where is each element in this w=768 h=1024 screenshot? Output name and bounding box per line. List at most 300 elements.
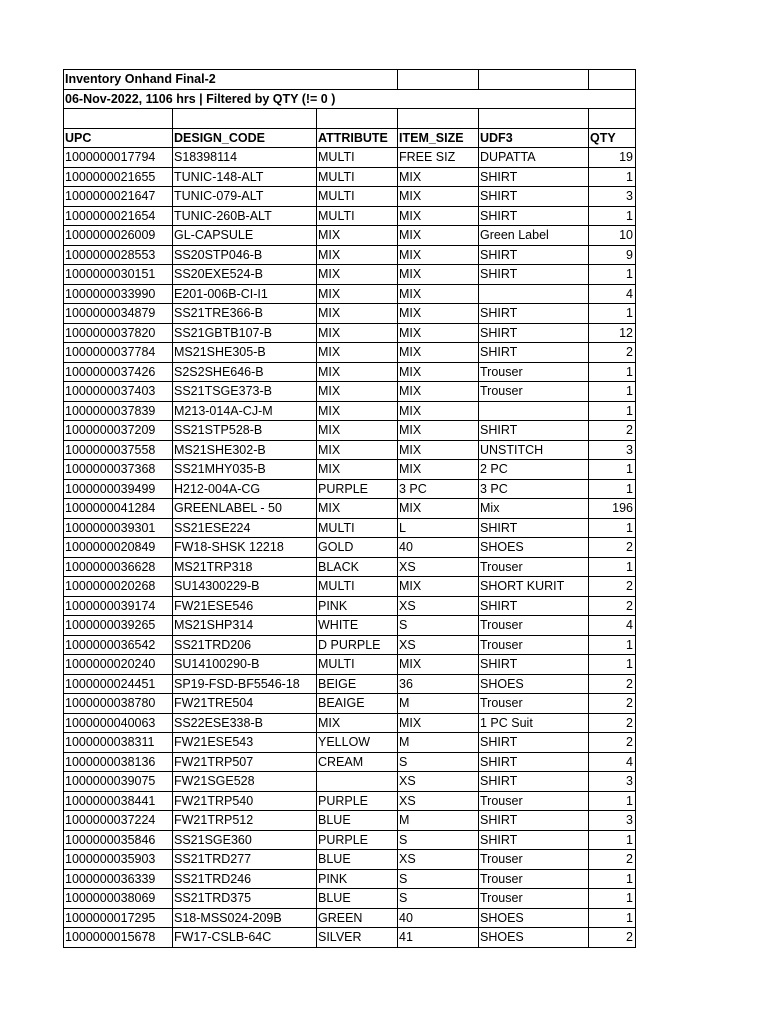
cell-attribute[interactable]: SILVER (317, 928, 398, 948)
cell-item-size[interactable]: S (398, 616, 479, 636)
cell-upc[interactable]: 1000000021654 (64, 206, 173, 226)
cell-item-size[interactable]: MIX (398, 284, 479, 304)
cell-attribute[interactable]: MULTI (317, 518, 398, 538)
cell-item-size[interactable]: M (398, 733, 479, 753)
cell-qty[interactable]: 4 (589, 284, 636, 304)
cell-upc[interactable]: 1000000035846 (64, 830, 173, 850)
table-row (64, 791, 636, 811)
cell-design-code[interactable]: SS22ESE338-B (173, 713, 317, 733)
cell-item-size[interactable]: MIX (398, 187, 479, 207)
cell-qty[interactable]: 9 (589, 245, 636, 265)
cell-upc[interactable]: 1000000039499 (64, 479, 173, 499)
inventory-spreadsheet (63, 69, 636, 948)
cell-qty[interactable]: 3 (589, 440, 636, 460)
column-header-udf3[interactable]: UDF3 (479, 128, 589, 148)
cell-udf3[interactable]: SHIRT (479, 343, 589, 363)
cell-udf3[interactable]: Trouser (479, 635, 589, 655)
table-row (64, 772, 636, 792)
cell-item-size[interactable]: MIX (398, 226, 479, 246)
cell-item-size[interactable]: S (398, 752, 479, 772)
cell-udf3[interactable]: SHIRT (479, 596, 589, 616)
cell-attribute[interactable]: GOLD (317, 538, 398, 558)
blank-row (64, 109, 636, 129)
cell-qty[interactable]: 1 (589, 791, 636, 811)
cell-design-code[interactable]: S18398114 (173, 148, 317, 168)
cell-design-code[interactable]: SS21ESE224 (173, 518, 317, 538)
cell-upc[interactable]: 1000000039075 (64, 772, 173, 792)
cell-design-code[interactable]: SS21MHY035-B (173, 460, 317, 480)
cell-udf3[interactable]: Trouser (479, 382, 589, 402)
table-row (64, 323, 636, 343)
cell-upc[interactable]: 1000000030151 (64, 265, 173, 285)
cell-udf3[interactable]: Trouser (479, 694, 589, 714)
cell-design-code[interactable]: FW21ESE543 (173, 733, 317, 753)
table-row (64, 869, 636, 889)
cell-attribute[interactable]: MIX (317, 421, 398, 441)
table-row (64, 148, 636, 168)
cell-attribute[interactable]: MIX (317, 343, 398, 363)
cell-udf3[interactable]: SHIRT (479, 245, 589, 265)
cell-attribute[interactable]: MIX (317, 401, 398, 421)
cell-item-size[interactable]: 36 (398, 674, 479, 694)
cell-qty[interactable]: 2 (589, 538, 636, 558)
cell-attribute[interactable]: YELLOW (317, 733, 398, 753)
cell-design-code[interactable]: SS20STP046-B (173, 245, 317, 265)
cell-qty[interactable]: 1 (589, 206, 636, 226)
cell-attribute[interactable]: BLUE (317, 889, 398, 909)
cell-udf3[interactable]: SHIRT (479, 518, 589, 538)
table-row (64, 928, 636, 948)
cell-qty[interactable]: 1 (589, 889, 636, 909)
cell-udf3[interactable] (479, 284, 589, 304)
cell-attribute[interactable]: MIX (317, 304, 398, 324)
cell-item-size[interactable]: MIX (398, 401, 479, 421)
table-row (64, 245, 636, 265)
report-title[interactable]: Inventory Onhand Final-2 (64, 70, 398, 90)
cell-item-size[interactable]: M (398, 694, 479, 714)
cell-udf3[interactable]: 1 PC Suit (479, 713, 589, 733)
cell-attribute[interactable]: BEIGE (317, 674, 398, 694)
table-row (64, 830, 636, 850)
table-row (64, 479, 636, 499)
cell-design-code[interactable]: FW18-SHSK 12218 (173, 538, 317, 558)
cell-design-code[interactable]: FW21ESE546 (173, 596, 317, 616)
cell-upc[interactable]: 1000000028553 (64, 245, 173, 265)
cell-design-code[interactable]: SP19-FSD-BF5546-18 (173, 674, 317, 694)
cell-udf3[interactable]: SHIRT (479, 167, 589, 187)
cell-qty[interactable]: 1 (589, 869, 636, 889)
cell-attribute[interactable]: MIX (317, 440, 398, 460)
cell-udf3[interactable]: SHIRT (479, 655, 589, 675)
table-row (64, 908, 636, 928)
cell-attribute[interactable]: CREAM (317, 752, 398, 772)
cell-udf3[interactable]: SHOES (479, 538, 589, 558)
table-row (64, 304, 636, 324)
cell-upc[interactable]: 1000000020268 (64, 577, 173, 597)
table-row (64, 382, 636, 402)
cell-item-size[interactable]: XS (398, 791, 479, 811)
table-row (64, 811, 636, 831)
cell-attribute[interactable]: MULTI (317, 206, 398, 226)
cell-qty[interactable]: 2 (589, 928, 636, 948)
cell-upc[interactable]: 1000000037426 (64, 362, 173, 382)
cell-attribute[interactable]: MIX (317, 323, 398, 343)
cell-qty[interactable]: 1 (589, 655, 636, 675)
cell-attribute[interactable]: MIX (317, 460, 398, 480)
table-row (64, 557, 636, 577)
column-header-qty[interactable]: QTY (589, 128, 636, 148)
cell-item-size[interactable]: MIX (398, 655, 479, 675)
cell-udf3[interactable]: 2 PC (479, 460, 589, 480)
table-row (64, 616, 636, 636)
cell-udf3[interactable]: SHIRT (479, 752, 589, 772)
cell-upc[interactable]: 1000000024451 (64, 674, 173, 694)
cell-udf3[interactable]: Trouser (479, 791, 589, 811)
empty-cell[interactable] (317, 109, 398, 129)
cell-upc[interactable]: 1000000033990 (64, 284, 173, 304)
cell-item-size[interactable]: XS (398, 596, 479, 616)
cell-design-code[interactable]: MS21TRP318 (173, 557, 317, 577)
cell-attribute[interactable]: MULTI (317, 148, 398, 168)
table-row (64, 733, 636, 753)
table-row (64, 421, 636, 441)
cell-design-code[interactable]: SS20EXE524-B (173, 265, 317, 285)
cell-qty[interactable]: 1 (589, 304, 636, 324)
cell-udf3[interactable]: SHIRT (479, 206, 589, 226)
cell-item-size[interactable]: MIX (398, 499, 479, 519)
cell-udf3[interactable]: SHIRT (479, 323, 589, 343)
cell-qty[interactable]: 1 (589, 167, 636, 187)
cell-design-code[interactable]: SS21TRD246 (173, 869, 317, 889)
cell-item-size[interactable]: XS (398, 557, 479, 577)
cell-upc[interactable]: 1000000035903 (64, 850, 173, 870)
cell-design-code[interactable]: FW21TRP540 (173, 791, 317, 811)
empty-cell[interactable] (398, 109, 479, 129)
cell-udf3[interactable]: SHORT KURIT (479, 577, 589, 597)
cell-design-code[interactable]: M213-014A-CJ-M (173, 401, 317, 421)
table-row (64, 284, 636, 304)
cell-udf3[interactable]: Mix (479, 499, 589, 519)
cell-upc[interactable]: 1000000038136 (64, 752, 173, 772)
cell-design-code[interactable]: SU14100290-B (173, 655, 317, 675)
cell-qty[interactable]: 2 (589, 733, 636, 753)
cell-item-size[interactable]: MIX (398, 713, 479, 733)
cell-item-size[interactable]: L (398, 518, 479, 538)
cell-upc[interactable]: 1000000036628 (64, 557, 173, 577)
cell-item-size[interactable]: MIX (398, 362, 479, 382)
cell-upc[interactable]: 1000000038441 (64, 791, 173, 811)
cell-design-code[interactable]: MS21SHP314 (173, 616, 317, 636)
cell-design-code[interactable]: SS21SGE360 (173, 830, 317, 850)
cell-upc[interactable]: 1000000034879 (64, 304, 173, 324)
cell-attribute[interactable]: MULTI (317, 577, 398, 597)
cell-item-size[interactable]: MIX (398, 421, 479, 441)
cell-design-code[interactable]: GREENLABEL - 50 (173, 499, 317, 519)
empty-cell[interactable] (398, 70, 479, 90)
table-row (64, 460, 636, 480)
cell-udf3[interactable]: DUPATTA (479, 148, 589, 168)
table-row (64, 265, 636, 285)
cell-udf3[interactable]: SHIRT (479, 733, 589, 753)
cell-upc[interactable]: 1000000039174 (64, 596, 173, 616)
spreadsheet-body (64, 70, 636, 948)
empty-cell[interactable] (479, 109, 589, 129)
cell-udf3[interactable]: SHIRT (479, 265, 589, 285)
cell-design-code[interactable]: SS21TRE366-B (173, 304, 317, 324)
cell-attribute[interactable]: MIX (317, 499, 398, 519)
cell-attribute[interactable]: MIX (317, 713, 398, 733)
cell-qty[interactable]: 19 (589, 148, 636, 168)
cell-qty[interactable]: 10 (589, 226, 636, 246)
cell-qty[interactable]: 2 (589, 596, 636, 616)
cell-item-size[interactable]: MIX (398, 167, 479, 187)
cell-design-code[interactable]: SS21GBTB107-B (173, 323, 317, 343)
table-row (64, 343, 636, 363)
cell-upc[interactable]: 1000000037558 (64, 440, 173, 460)
cell-upc[interactable]: 1000000037784 (64, 343, 173, 363)
cell-upc[interactable]: 1000000037224 (64, 811, 173, 831)
cell-upc[interactable]: 1000000021655 (64, 167, 173, 187)
cell-design-code[interactable]: SS21TRD277 (173, 850, 317, 870)
cell-attribute[interactable]: PURPLE (317, 479, 398, 499)
cell-design-code[interactable]: SS21TSGE373-B (173, 382, 317, 402)
cell-udf3[interactable]: SHIRT (479, 187, 589, 207)
cell-udf3[interactable]: Trouser (479, 557, 589, 577)
cell-attribute[interactable]: BLUE (317, 811, 398, 831)
table-row (64, 206, 636, 226)
cell-attribute[interactable]: MIX (317, 226, 398, 246)
cell-design-code[interactable]: FW21TRE504 (173, 694, 317, 714)
cell-upc[interactable]: 1000000020849 (64, 538, 173, 558)
table-row (64, 889, 636, 909)
cell-qty[interactable]: 1 (589, 830, 636, 850)
cell-design-code[interactable]: SU14300229-B (173, 577, 317, 597)
cell-qty[interactable]: 2 (589, 694, 636, 714)
cell-item-size[interactable]: MIX (398, 577, 479, 597)
table-row (64, 167, 636, 187)
column-header-upc[interactable]: UPC (64, 128, 173, 148)
empty-cell[interactable] (589, 109, 636, 129)
cell-upc[interactable]: 1000000021647 (64, 187, 173, 207)
cell-item-size[interactable]: MIX (398, 304, 479, 324)
empty-cell[interactable] (173, 109, 317, 129)
cell-qty[interactable]: 3 (589, 187, 636, 207)
cell-item-size[interactable]: MIX (398, 460, 479, 480)
cell-qty[interactable]: 3 (589, 772, 636, 792)
cell-udf3[interactable]: SHIRT (479, 830, 589, 850)
cell-design-code[interactable]: TUNIC-260B-ALT (173, 206, 317, 226)
empty-cell[interactable] (479, 70, 589, 90)
empty-cell[interactable] (589, 70, 636, 90)
cell-qty[interactable]: 1 (589, 557, 636, 577)
cell-qty[interactable]: 1 (589, 362, 636, 382)
cell-item-size[interactable]: MIX (398, 265, 479, 285)
cell-item-size[interactable]: 3 PC (398, 479, 479, 499)
cell-qty[interactable]: 2 (589, 713, 636, 733)
table-row (64, 694, 636, 714)
cell-upc[interactable]: 1000000038069 (64, 889, 173, 909)
cell-qty[interactable]: 1 (589, 908, 636, 928)
table-row (64, 538, 636, 558)
cell-upc[interactable]: 1000000038780 (64, 694, 173, 714)
cell-attribute[interactable]: BEAIGE (317, 694, 398, 714)
cell-design-code[interactable]: GL-CAPSULE (173, 226, 317, 246)
cell-attribute[interactable]: BLACK (317, 557, 398, 577)
table-row (64, 752, 636, 772)
cell-upc[interactable]: 1000000037403 (64, 382, 173, 402)
table-row (64, 596, 636, 616)
cell-udf3[interactable]: Trouser (479, 362, 589, 382)
cell-udf3[interactable]: SHIRT (479, 811, 589, 831)
table-row (64, 713, 636, 733)
cell-attribute[interactable]: GREEN (317, 908, 398, 928)
cell-design-code[interactable]: H212-004A-CG (173, 479, 317, 499)
cell-attribute[interactable]: MIX (317, 265, 398, 285)
cell-upc[interactable]: 1000000037368 (64, 460, 173, 480)
cell-item-size[interactable]: MIX (398, 382, 479, 402)
cell-udf3[interactable]: SHIRT (479, 772, 589, 792)
cell-qty[interactable]: 1 (589, 518, 636, 538)
cell-upc[interactable]: 1000000017295 (64, 908, 173, 928)
column-header-design-code[interactable]: DESIGN_CODE (173, 128, 317, 148)
empty-cell[interactable] (64, 109, 173, 129)
cell-upc[interactable]: 1000000036339 (64, 869, 173, 889)
cell-upc[interactable]: 1000000036542 (64, 635, 173, 655)
cell-item-size[interactable]: 41 (398, 928, 479, 948)
cell-attribute[interactable]: MULTI (317, 187, 398, 207)
cell-upc[interactable]: 1000000038311 (64, 733, 173, 753)
cell-item-size[interactable]: FREE SIZ (398, 148, 479, 168)
cell-design-code[interactable]: SS21TRD375 (173, 889, 317, 909)
cell-design-code[interactable]: S2S2SHE646-B (173, 362, 317, 382)
cell-qty[interactable]: 1 (589, 460, 636, 480)
cell-udf3[interactable]: Trouser (479, 869, 589, 889)
cell-upc[interactable]: 1000000037839 (64, 401, 173, 421)
cell-design-code[interactable]: E201-006B-CI-I1 (173, 284, 317, 304)
cell-qty[interactable]: 2 (589, 850, 636, 870)
cell-attribute[interactable]: MULTI (317, 655, 398, 675)
cell-udf3[interactable]: Green Label (479, 226, 589, 246)
cell-design-code[interactable]: SS21TRD206 (173, 635, 317, 655)
cell-qty[interactable]: 2 (589, 577, 636, 597)
cell-item-size[interactable]: MIX (398, 245, 479, 265)
cell-item-size[interactable]: S (398, 889, 479, 909)
cell-attribute[interactable]: MIX (317, 284, 398, 304)
cell-item-size[interactable]: 40 (398, 908, 479, 928)
cell-udf3[interactable]: SHOES (479, 908, 589, 928)
cell-qty[interactable]: 4 (589, 752, 636, 772)
cell-upc[interactable]: 1000000041284 (64, 499, 173, 519)
cell-attribute[interactable]: PINK (317, 869, 398, 889)
cell-udf3[interactable]: SHIRT (479, 304, 589, 324)
cell-upc[interactable]: 1000000017794 (64, 148, 173, 168)
cell-design-code[interactable]: TUNIC-148-ALT (173, 167, 317, 187)
cell-attribute[interactable]: D PURPLE (317, 635, 398, 655)
cell-udf3[interactable]: Trouser (479, 616, 589, 636)
cell-qty[interactable]: 3 (589, 811, 636, 831)
cell-item-size[interactable]: MIX (398, 343, 479, 363)
cell-item-size[interactable]: XS (398, 635, 479, 655)
cell-design-code[interactable]: MS21SHE305-B (173, 343, 317, 363)
cell-attribute[interactable] (317, 772, 398, 792)
cell-udf3[interactable]: Trouser (479, 850, 589, 870)
cell-attribute[interactable]: WHITE (317, 616, 398, 636)
table-row (64, 440, 636, 460)
cell-attribute[interactable]: PURPLE (317, 830, 398, 850)
cell-upc[interactable]: 1000000039301 (64, 518, 173, 538)
table-row (64, 577, 636, 597)
cell-udf3[interactable] (479, 401, 589, 421)
cell-upc[interactable]: 1000000039265 (64, 616, 173, 636)
cell-attribute[interactable]: MIX (317, 245, 398, 265)
cell-qty[interactable]: 2 (589, 421, 636, 441)
cell-design-code[interactable]: MS21SHE302-B (173, 440, 317, 460)
cell-qty[interactable]: 1 (589, 382, 636, 402)
cell-design-code[interactable]: FW21TRP512 (173, 811, 317, 831)
cell-udf3[interactable]: SHIRT (479, 421, 589, 441)
cell-qty[interactable]: 1 (589, 479, 636, 499)
cell-item-size[interactable]: 40 (398, 538, 479, 558)
cell-item-size[interactable]: MIX (398, 323, 479, 343)
cell-qty[interactable]: 2 (589, 343, 636, 363)
table-row (64, 850, 636, 870)
cell-item-size[interactable]: M (398, 811, 479, 831)
cell-item-size[interactable]: XS (398, 850, 479, 870)
cell-upc[interactable]: 1000000020240 (64, 655, 173, 675)
cell-udf3[interactable]: SHOES (479, 928, 589, 948)
report-subtitle-row (64, 89, 636, 109)
cell-qty[interactable]: 1 (589, 265, 636, 285)
cell-upc[interactable]: 1000000026009 (64, 226, 173, 246)
cell-udf3[interactable]: 3 PC (479, 479, 589, 499)
cell-attribute[interactable]: MULTI (317, 167, 398, 187)
cell-design-code[interactable]: S18-MSS024-209B (173, 908, 317, 928)
cell-udf3[interactable]: SHOES (479, 674, 589, 694)
report-subtitle[interactable]: 06-Nov-2022, 1106 hrs | Filtered by QTY (!= 0 ) (64, 89, 636, 109)
cell-upc[interactable]: 1000000037209 (64, 421, 173, 441)
cell-qty[interactable]: 1 (589, 401, 636, 421)
cell-udf3[interactable]: Trouser (479, 889, 589, 909)
cell-design-code[interactable]: SS21STP528-B (173, 421, 317, 441)
cell-design-code[interactable]: FW21TRP507 (173, 752, 317, 772)
column-header-item-size[interactable]: ITEM_SIZE (398, 128, 479, 148)
cell-upc[interactable]: 1000000037820 (64, 323, 173, 343)
cell-attribute[interactable]: PURPLE (317, 791, 398, 811)
cell-udf3[interactable]: UNSTITCH (479, 440, 589, 460)
cell-upc[interactable]: 1000000015678 (64, 928, 173, 948)
cell-item-size[interactable]: XS (398, 772, 479, 792)
cell-design-code[interactable]: FW21SGE528 (173, 772, 317, 792)
cell-qty[interactable]: 1 (589, 635, 636, 655)
cell-item-size[interactable]: MIX (398, 440, 479, 460)
cell-attribute[interactable]: MIX (317, 382, 398, 402)
cell-qty[interactable]: 196 (589, 499, 636, 519)
column-header-attribute[interactable]: ATTRIBUTE (317, 128, 398, 148)
cell-item-size[interactable]: S (398, 830, 479, 850)
cell-design-code[interactable]: TUNIC-079-ALT (173, 187, 317, 207)
cell-qty[interactable]: 2 (589, 674, 636, 694)
cell-upc[interactable]: 1000000040063 (64, 713, 173, 733)
cell-qty[interactable]: 12 (589, 323, 636, 343)
cell-attribute[interactable]: BLUE (317, 850, 398, 870)
cell-design-code[interactable]: FW17-CSLB-64C (173, 928, 317, 948)
cell-item-size[interactable]: S (398, 869, 479, 889)
table-row (64, 226, 636, 246)
cell-attribute[interactable]: PINK (317, 596, 398, 616)
cell-item-size[interactable]: MIX (398, 206, 479, 226)
cell-qty[interactable]: 4 (589, 616, 636, 636)
cell-attribute[interactable]: MIX (317, 362, 398, 382)
